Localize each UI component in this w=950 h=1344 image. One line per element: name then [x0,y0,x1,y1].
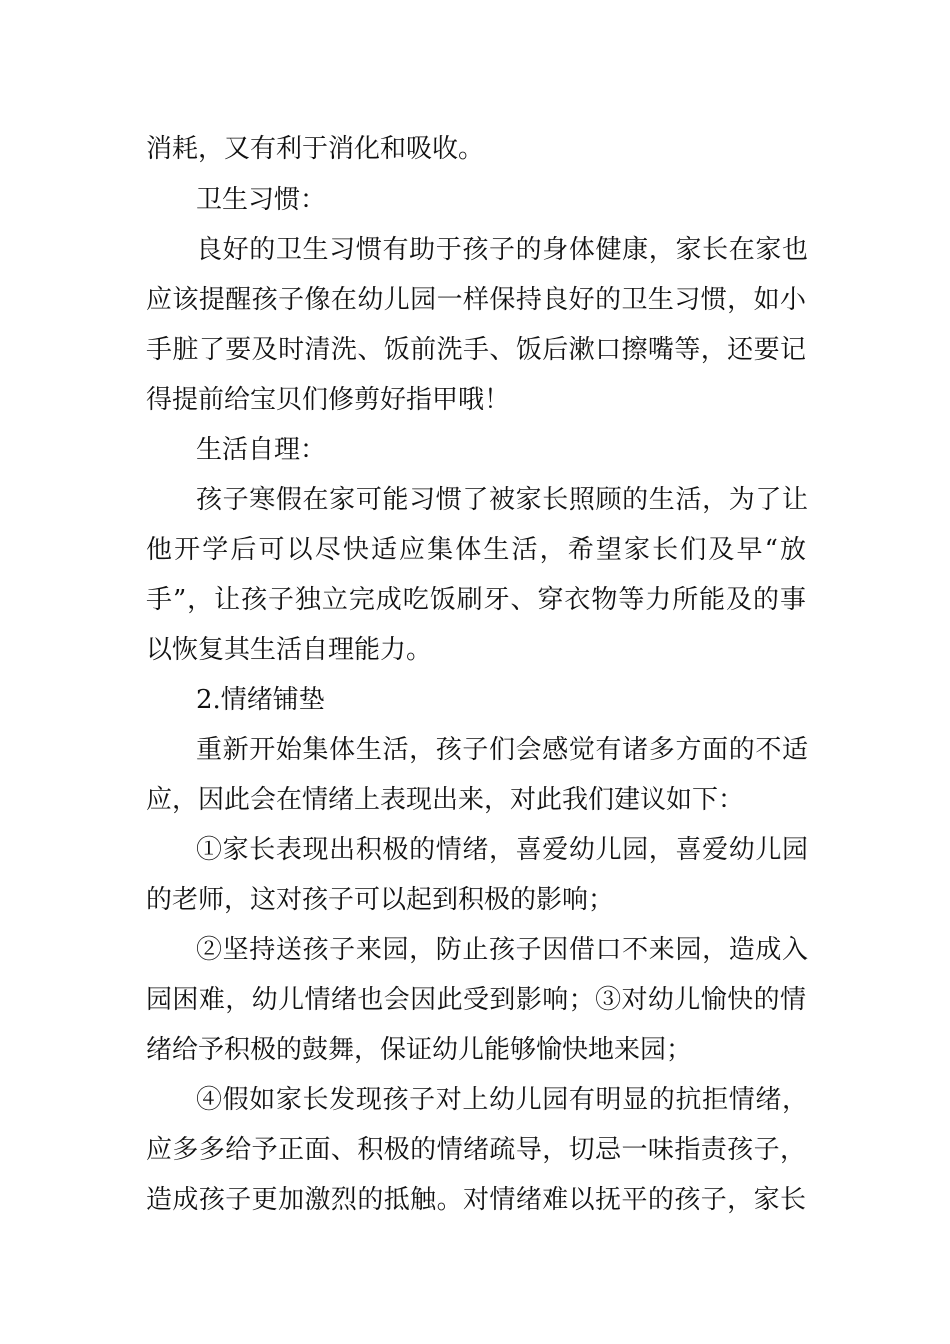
text-line-8: 孩子寒假在家可能习惯了被家长照顾的生活，为了让 [196,485,808,515]
text-line-17: ②坚持送孩子来园，防止孩子因借口不来园，造成入 [196,935,808,965]
text-line-5: 手脏了要及时清洗、饭前洗手、饭后漱口擦嘴等，还要记 [146,335,806,365]
text-line-20: ④假如家长发现孩子对上幼儿园有明显的抗拒情绪， [196,1085,808,1115]
text-line-4: 应该提醒孩子像在幼儿园一样保持良好的卫生习惯，如小 [146,285,806,315]
text-line-10: 手”，让孩子独立完成吃饭刷牙、穿衣物等力所能及的事 [146,585,806,615]
text-line-22: 造成孩子更加激烈的抵触。对情绪难以抚平的孩子，家长 [146,1185,806,1215]
text-line-15: ①家长表现出积极的情绪，喜爱幼儿园，喜爱幼儿园 [196,835,808,865]
text-line-21: 应多多给予正面、积极的情绪疏导，切忌一味指责孩子， [146,1135,806,1165]
text-line-11: 以恢复其生活自理能力。 [146,635,433,665]
heading-self-care: 生活自理： [196,435,327,465]
text-line-1: 消耗，又有利于消化和吸收。 [146,134,485,164]
heading-hygiene-habits: 卫生习惯： [196,185,327,215]
text-line-3: 良好的卫生习惯有助于孩子的身体健康，家长在家也 [196,235,808,265]
text-line-19: 绪给予积极的鼓舞，保证幼儿能够愉快地来园； [146,1035,693,1065]
heading-emotional-preparation: 2.情绪铺垫 [196,685,325,715]
text-line-6: 得提前给宝贝们修剪好指甲哦！ [146,385,511,415]
text-line-14: 应，因此会在情绪上表现出来，对此我们建议如下： [146,785,745,815]
text-line-9: 他开学后可以尽快适应集体生活，希望家长们及早“放 [146,535,806,565]
text-line-16: 的老师，这对孩子可以起到积极的影响； [146,885,615,915]
text-line-13: 重新开始集体生活，孩子们会感觉有诸多方面的不适 [196,735,808,765]
text-line-18: 园困难，幼儿情绪也会因此受到影响；③对幼儿愉快的情 [146,985,806,1015]
